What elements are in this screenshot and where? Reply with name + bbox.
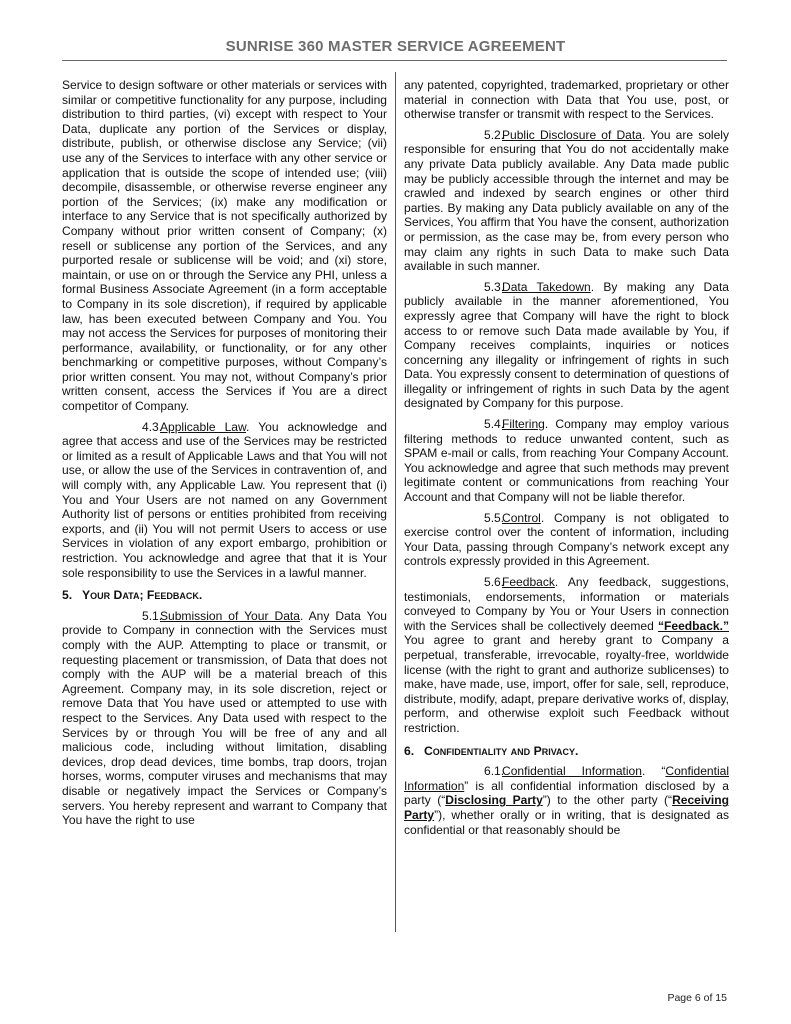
- section-4-3: [62, 420, 387, 581]
- section-number: 5.5.: [484, 510, 505, 525]
- defined-term: “Feedback.”: [658, 618, 729, 633]
- document-title: SUNRISE 360 MASTER SERVICE AGREEMENT: [225, 38, 566, 55]
- section-title: Filtering: [502, 417, 545, 432]
- section-body: ”) to the other party (“: [542, 793, 673, 808]
- section-title: Applicable Law: [160, 419, 247, 434]
- heading-number: 5.: [62, 588, 73, 603]
- section-5-3: [404, 280, 729, 411]
- section-5-6: [404, 575, 729, 736]
- defined-term: Receiving Party: [404, 793, 729, 822]
- section-body: . “: [641, 764, 666, 779]
- section-6-1: [404, 764, 729, 837]
- section-body: ” is all confidential information disclosed by a party (“: [404, 778, 729, 808]
- left-column: [62, 78, 387, 834]
- section-body: . Company is not obligated to exercise control over the content of information, including Your Data, passing through Company’s network except any controls expressly provided in this Agreement.: [404, 510, 729, 569]
- defined-term: Confidential Information: [404, 764, 729, 793]
- section-title: Submission of Your Data: [160, 608, 300, 623]
- section-title: Control: [502, 510, 541, 525]
- header-rule: [62, 60, 727, 61]
- section-number: 5.3.: [484, 279, 505, 294]
- page-number: Page 6 of 15: [667, 992, 727, 1004]
- defined-term: Disclosing Party: [445, 793, 543, 808]
- paragraph-continuation: any patented, copyrighted, trademarked, proprietary or other material in connection with Data that You use, post, or otherwise transfer or transmit with respect to the Services.: [404, 78, 729, 122]
- section-body: ”), whether orally or in writing, that is designated as confidential or that reasonably should be: [404, 807, 729, 837]
- section-title: Feedback: [502, 575, 555, 589]
- section-body: You agree to grant and hereby grant to Company a perpetual, transferable, irrevocable, royalty-free, worldwide license (with the right to grant and authorize sublicenses) to make, have made, use, import, offer for sale, sell, reproduce, distribute, modify, adapt, prepare derivative works of, display, perform, and otherwise exploit such Feedback without restriction.: [404, 633, 729, 735]
- section-title: Public Disclosure of Data: [502, 127, 642, 142]
- section-5-2: [404, 128, 729, 274]
- column-divider: [395, 72, 396, 932]
- section-number: 5.2.: [484, 127, 505, 142]
- heading-number: 6.: [404, 743, 415, 758]
- section-number: 6.1.: [484, 764, 505, 779]
- section-title: Confidential Information: [502, 764, 642, 779]
- section-number: 5.1.: [142, 608, 163, 623]
- section-body: . You acknowledge and agree that access and use of the Services may be restricted or limited as a result of Applicable Laws and that You will not use, or allow the use of the Services in contravention of, and will comply with, any Applicable Law. You represent that (i) You and Your Users are not named on any Government Authority list of persons or entities prohibited from receiving exports, and (ii) You will not permit Users to access or use Services in violation of any export embargo, prohibition or restriction. You acknowledge and agree that that it is Your sole responsibility to use the Services in a lawful manner.: [62, 419, 387, 580]
- paragraph-continuation: Service to design software or other materials or services with similar or competitive functionality for any purpose, including distribution to third parties, (vi) except with respect to Your Data, duplicate any portion of the Services or display, distribute, publish, or otherwise disclose any Service; (vii) use any of the Services to interface with any other service or application that is outside the scope of intended use; (viii) decompile, disassemble, or otherwise reverse engineer any portion of the Services; (ix) make any modification or interface to any Service that is not specifically authorized by Company without prior written consent of Company; (x) resell or sublicense any portion of the Services, and any purported resale or sublicense will be void; and (xi) store, maintain, or use on or through the Service any PHI, unless a formal Business Associate Agreement (in a form acceptable to Company in its sole discretion), if required by applicable law, has been executed between Company and You. You may not access the Services for purposes of monitoring their performance, availability, or functionality, or for any other benchmarking or competitive purposes, without Company’s prior written consent. You may not, without Company’s prior written consent, access the Services if You are a direct competitor of Company.: [62, 78, 387, 414]
- page-header: [0, 38, 791, 55]
- section-body: . Any Data You provide to Company in connection with the Services must comply with the AUP. Attempting to place or transmit, or requesting placement or transmission, of Data that does not comply with the AUP will be a material breach of this Agreement. Company may, in its sole discretion, reject or remove Data that You have used or attempted to use with respect to the Services. Any Data used with respect to the Services by or through You will be free of any and all malicious code, including without limitation, disabling devices, drop dead devices, time bombs, trap doors, trojan horses, worms, computer viruses and mechanisms that may disable or negatively impact the Services or Company’s servers. You hereby represent and warrant to Company that You have the right to use: [62, 608, 387, 828]
- right-column: [404, 78, 729, 843]
- heading-section-5: [62, 588, 387, 603]
- section-5-4: [404, 417, 729, 505]
- heading-title: Your Data; Feedback.: [82, 588, 203, 603]
- section-body: . Company may employ various filtering methods to reduce unwanted content, such as SPAM e-mail or calls, from reaching Your Company Account. You acknowledge and agree that such methods may prevent legitimate content or communications from reaching Your Account and that Company will not be liable therefor.: [404, 417, 729, 505]
- section-body: . By making any Data publicly available in the manner aforementioned, You expressly agree that Company will have the right to block access to or remove such Data made available by You, if Company receives complaints, inquiries or notices concerning any illegality or infringement of rights in such Data. You expressly consent to determination of questions of illegality or infringement of rights in such Data by the agent designated by Company for this purpose.: [404, 279, 730, 411]
- section-body: . Any feedback, suggestions, testimonials, endorsements, information or materials conveyed to Company by You or Your Users in connection with the Services shall be collectively deemed: [404, 575, 729, 633]
- section-body: . You are solely responsible for ensuring that You do not accidentally make any private Data publicly available. Any Data made public may be publicly accessible through the internet and may be crawled and indexed by search engines or other third parties. By making any Data publicly available on any of the Services, You affirm that You have the consent, authorization or permission, as the case may be, from every person who may claim any rights in such Data to make such Data available in such manner.: [404, 127, 729, 274]
- section-number: 5.6.: [484, 575, 505, 589]
- section-5-5: [404, 511, 729, 569]
- heading-title: Confidentiality and Privacy.: [424, 743, 579, 758]
- section-5-1: [62, 609, 387, 828]
- heading-section-6: [404, 744, 729, 759]
- section-number: 4.3.: [142, 419, 163, 434]
- section-title: Data Takedown: [502, 279, 591, 294]
- section-number: 5.4.: [484, 417, 505, 432]
